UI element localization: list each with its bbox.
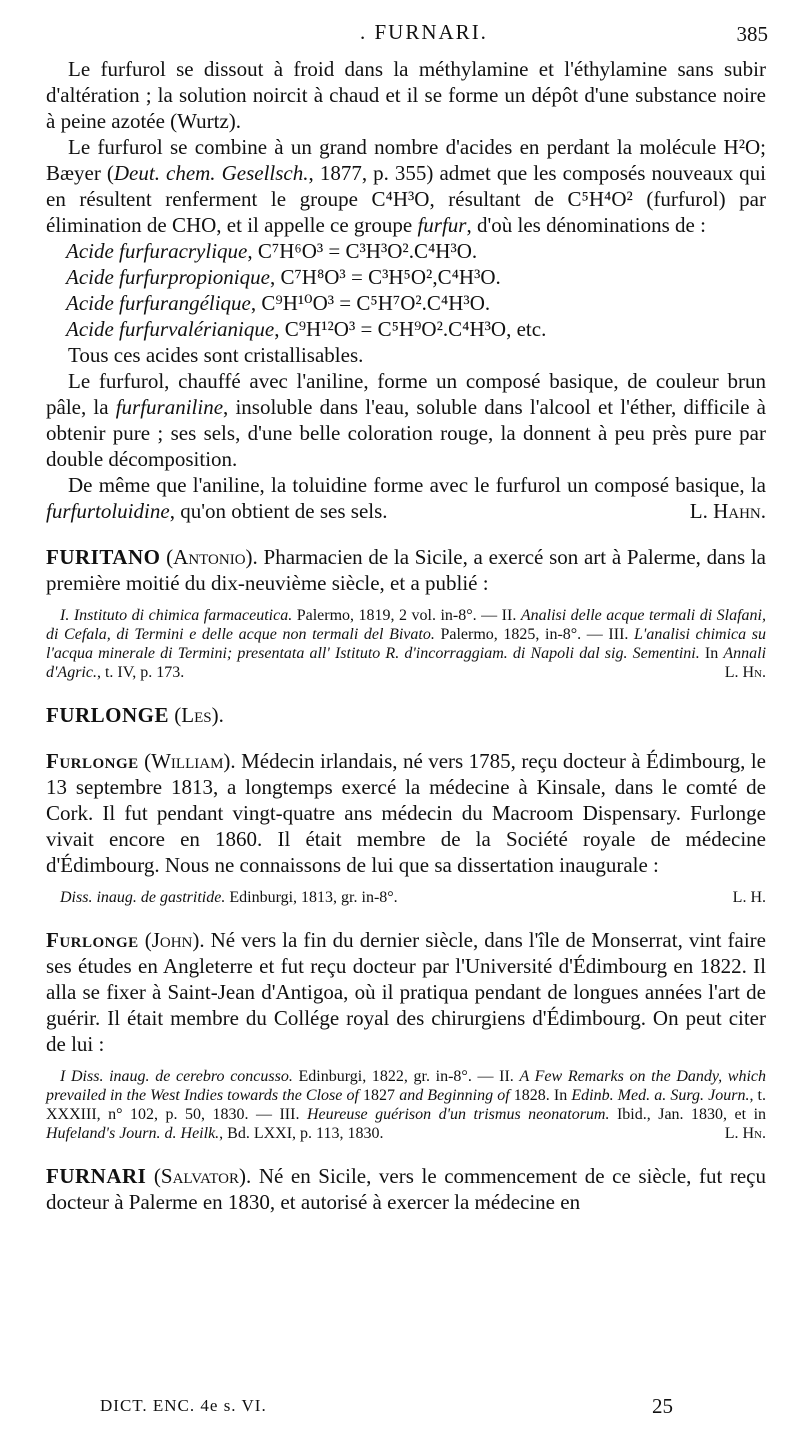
formula-line bbox=[46, 290, 766, 316]
entry-text bbox=[46, 1163, 766, 1215]
text-run: Né en Sicile, vers le commencement de ce siècle, fut reçu docteur à Palerme en 1830, et autorisé à exercer la médecine en bbox=[46, 1164, 766, 1214]
biblio-title: I Diss. inaug. de cerebro concusso. bbox=[60, 1068, 293, 1085]
biblio-title: I. Instituto di chimica farmaceutica. bbox=[60, 607, 293, 624]
acid-name: Acide furfurvalérianique bbox=[66, 317, 275, 341]
biblio-title: Diss. inaug. de gastritide. bbox=[60, 889, 226, 906]
entry-given-name: (Antonio). bbox=[166, 545, 258, 569]
text-run: Né vers la fin du dernier siècle, dans l'île de Monserrat, vint faire ses études en Angleterre et fut reçu docteur par l'Université d'Édimbourg en 1822. Il alla se fixer à Saint-Jean d'Antigoa, où il pratiqua pendant de longues années l'art de guérir. Il était membre du Collége royal des chirurgiens d'Édimbourg. On peut citer de lui : bbox=[46, 928, 766, 1056]
text-run: Palermo, 1825, in-8°. — III. bbox=[434, 626, 635, 643]
footer-gathering-number: 25 bbox=[652, 1394, 673, 1418]
entry-given-name: (William). bbox=[144, 749, 236, 773]
entry-headword: FURNARI bbox=[46, 1164, 147, 1188]
bibliography bbox=[46, 1067, 766, 1143]
text-run: , Bd. LXXI, p. 113, 1830. bbox=[219, 1125, 384, 1142]
entry-furitano bbox=[46, 544, 766, 682]
page-footer bbox=[0, 1392, 800, 1422]
text-run: Le furfurol, chauffé avec l'aniline, forme un composé basique, de couleur brun pâle, la bbox=[46, 369, 766, 419]
entry-text bbox=[46, 927, 766, 1057]
bibliography bbox=[46, 606, 766, 682]
entry-headword: Furlonge bbox=[46, 928, 139, 952]
text-run: , t. IV, p. 173. bbox=[96, 664, 185, 681]
text-run: , d'où les dénominations de : bbox=[466, 213, 706, 237]
entry-furnari bbox=[46, 1163, 766, 1215]
text-run: 1827 bbox=[358, 1087, 400, 1104]
paragraph-methylamine: Le furfurol se dissout à froid dans la méthylamine et l'éthylamine sans subir d'altération ; la solution noircit à chaud et il se forme un dépôt d'une substance noire à peine azotée (Wurtz). bbox=[46, 57, 766, 133]
entry-headword: Furlonge bbox=[46, 749, 139, 773]
biblio-title: L'analisi chimica su l'acqua minerale di Termini; presentata all' Istituto R. d'incorraggiam. di Napoli dal sig. Sementini. bbox=[46, 626, 767, 662]
text-run: Pharmacien de la Sicile, a exercé son art à Palerme, dans la première moitié du dix-neuvième siècle, et a publié : bbox=[46, 545, 766, 595]
bibliography bbox=[46, 888, 766, 907]
text-run: Edinburgi, 1822, gr. in-8°. — II. bbox=[292, 1068, 520, 1085]
term-furfur: furfur bbox=[417, 213, 467, 237]
paragraph-crystallisable: Tous ces acides sont cristallisables. bbox=[68, 343, 364, 367]
formula-list bbox=[46, 238, 766, 342]
paragraph-furfurtoluidine bbox=[46, 472, 766, 524]
author-signature: L. Hahn. bbox=[689, 499, 766, 523]
acid-formula: , C⁹H¹⁰O³ = C⁵H⁷O².C⁴H³O. bbox=[250, 291, 491, 315]
biblio-title: Edinb. Med. a. Surg. Journ. bbox=[571, 1087, 750, 1104]
text-run: In bbox=[699, 645, 724, 662]
entry-text bbox=[46, 702, 766, 728]
entry-given-name: (John). bbox=[144, 928, 205, 952]
biblio-title: and Beginning of bbox=[399, 1087, 510, 1104]
text-run: Le furfurol se combine à un grand nombre d'acides en perdant la molécule H²O; Bæyer ( bbox=[46, 135, 766, 185]
text-run: , qu'on obtient de ses sels. bbox=[169, 499, 388, 523]
acid-name: Acide furfurangélique bbox=[66, 291, 251, 315]
page-number: 385 bbox=[736, 22, 768, 46]
journal-reference: Deut. chem. Gesellsch. bbox=[113, 161, 309, 185]
text-run: Edinburgi, 1813, gr. in-8°. bbox=[225, 889, 398, 906]
entry-headword: FURLONGE bbox=[46, 703, 170, 727]
entry-given-name: (Salvator). bbox=[153, 1164, 252, 1188]
biblio-title: Analisi delle acque termali di Slafani, di Cefala, di Termini e delle acque non termali del Bivato. bbox=[46, 607, 766, 643]
paragraph-furfuraniline bbox=[46, 368, 766, 472]
author-signature: L. Hn. bbox=[724, 1125, 766, 1142]
entry-furlonge-les bbox=[46, 702, 766, 728]
term-furfurtoluidine: furfurtoluidine bbox=[46, 499, 170, 523]
acid-formula: , C⁹H¹²O³ = C⁵H⁹O².C⁴H³O, etc. bbox=[274, 317, 547, 341]
text-run: 1828. In bbox=[509, 1087, 572, 1104]
page-body bbox=[46, 56, 766, 1215]
text-run: Ibid., Jan. 1830, et in bbox=[609, 1106, 767, 1123]
term-furfuraniline: furfuraniline bbox=[115, 395, 224, 419]
formula-line bbox=[46, 238, 766, 264]
entry-given-name: (Les). bbox=[174, 703, 224, 727]
text-run: Palermo, 1819, 2 vol. in-8°. — II. bbox=[292, 607, 521, 624]
running-title: . FURNARI. bbox=[360, 20, 488, 44]
running-header bbox=[0, 16, 800, 46]
text-run: , insoluble dans l'eau, soluble dans l'alcool et l'éther, difficile à obtenir pure ; ses sels, d'une belle coloration rouge, la donnent à peu près pure par double décomposition. bbox=[46, 395, 766, 471]
author-signature: L. H. bbox=[732, 889, 766, 906]
acid-name: Acide furfuracrylique bbox=[66, 239, 248, 263]
entry-text bbox=[46, 544, 766, 596]
text-run: Médecin irlandais, né vers 1785, reçu docteur à Édimbourg, le 13 septembre 1813, a longtemps exercé la médecine à Kinsale, dans le comté de Cork. Il fut pendant vingt-quatre ans médecin du Macroom Dispensary. Furlonge vivait encore en 1860. Il était membre de la Société royale de médecine d'Édimbourg. Nous ne connaissons de lui que sa dissertation inaugurale : bbox=[46, 749, 767, 877]
text-run: , 1877, p. 355) admet que les composés nouveaux qui en résultent renferment le groupe C⁴H³O, résultant de C⁵H⁴O² (furfurol) par élimination de CHO, et il appelle ce groupe bbox=[46, 161, 766, 237]
entry-headword: FURITANO bbox=[46, 545, 161, 569]
formula-line bbox=[46, 316, 766, 342]
text-run: De même que l'aniline, la toluidine forme avec le furfurol un composé basique, la bbox=[68, 473, 766, 497]
entry-text bbox=[46, 748, 766, 878]
text-run: , t. XXXIII, n° 102, p. 50, 1830. — III. bbox=[46, 1087, 767, 1123]
formula-line bbox=[46, 264, 766, 290]
paragraph-baeyer bbox=[46, 134, 766, 238]
acid-name: Acide furfurpropionique bbox=[66, 265, 270, 289]
author-signature: L. Hn. bbox=[724, 664, 766, 681]
biblio-title: Hufeland's Journ. d. Heilk. bbox=[46, 1125, 220, 1142]
entry-furlonge-john bbox=[46, 927, 766, 1143]
biblio-title: Heureuse guérison d'un trismus neonatorum. bbox=[306, 1106, 610, 1123]
acid-formula: , C⁷H⁸O³ = C³H⁵O²,C⁴H³O. bbox=[269, 265, 501, 289]
acid-formula: , C⁷H⁶O³ = C³H³O².C⁴H³O. bbox=[247, 239, 478, 263]
footer-signature-mark: DICT. ENC. 4e s. VI. bbox=[100, 1396, 267, 1415]
biblio-title: A Few Remarks on the Dandy, which prevailed in the West Indies towards the Close of bbox=[46, 1068, 766, 1104]
entry-furlonge-william bbox=[46, 748, 766, 907]
biblio-title: Annali d'Agric. bbox=[46, 645, 767, 681]
